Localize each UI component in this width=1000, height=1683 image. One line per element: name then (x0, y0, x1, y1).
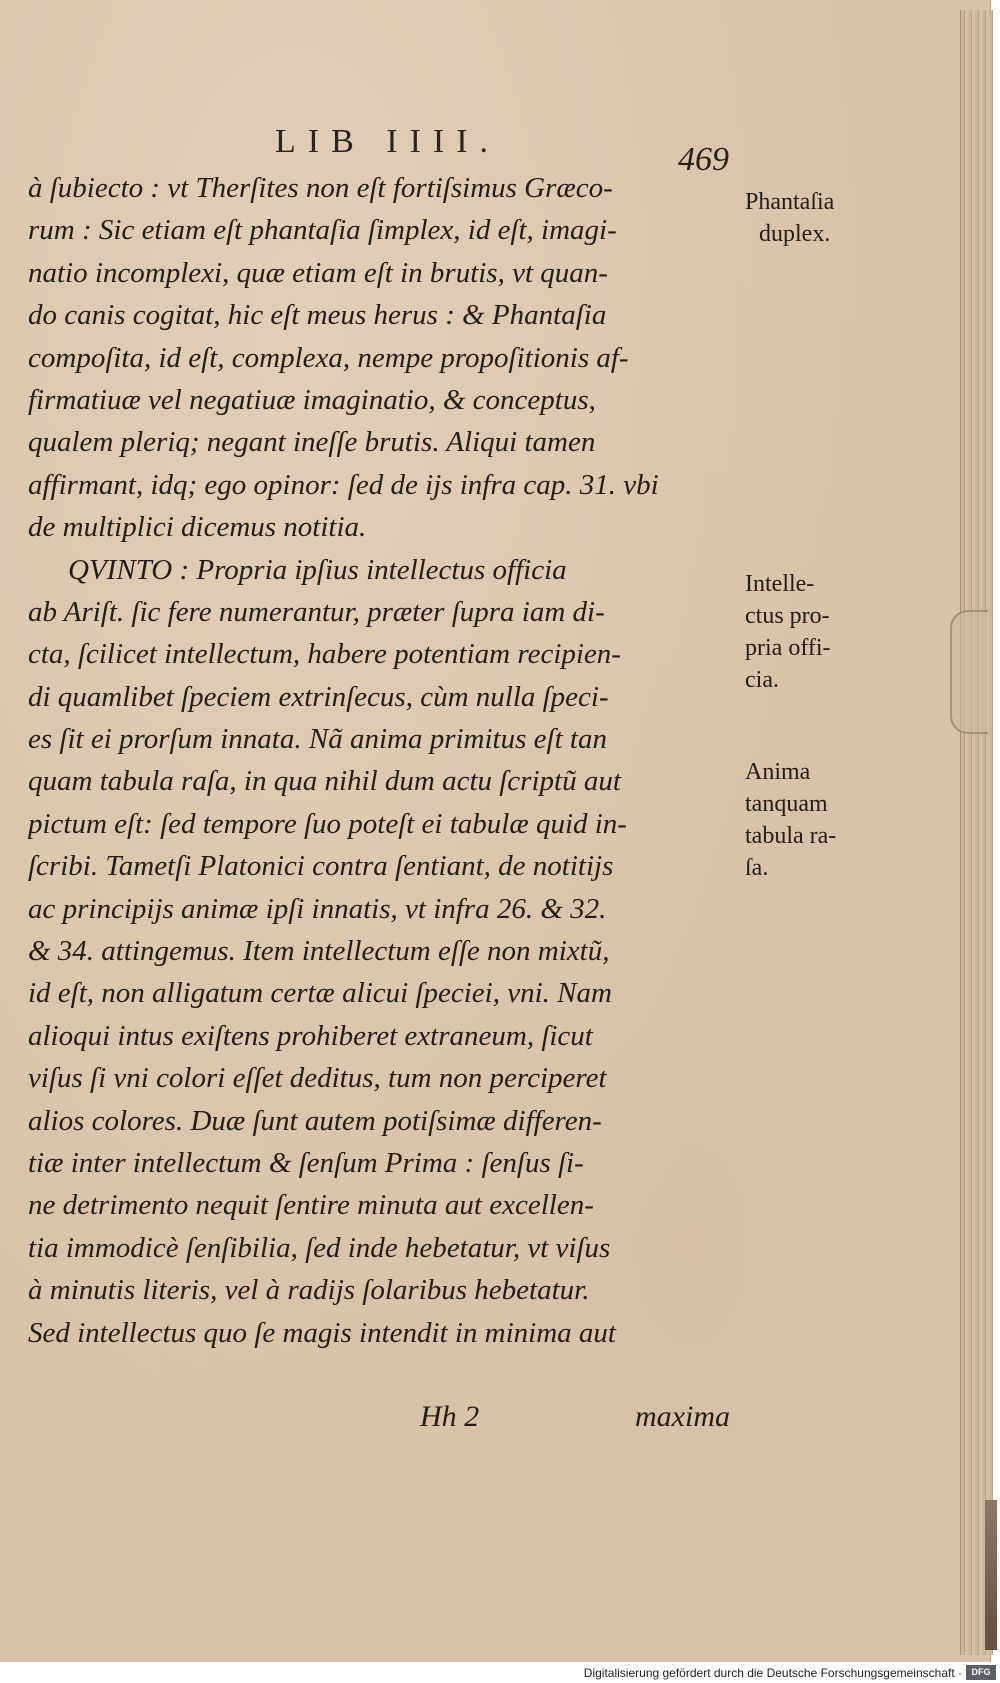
body-line: pictum eſt: ſed tempore ſuo poteſt ei tabulæ quid in- (28, 807, 627, 840)
margin-note-line: tabula ra- (745, 823, 837, 849)
catchline (420, 1397, 730, 1437)
body-line: es ſit ei prorſum innata. Nã anima primitus eſt tan (28, 723, 607, 756)
body-line: quam tabula raſa, in qua nihil dum actu ſcriptũ aut (28, 765, 621, 798)
body-line: compoſita, id eſt, complexa, nempe propoſitionis af- (28, 341, 629, 374)
body-line: qualem pleriq; negant ineſſe brutis. Aliqui tamen (28, 426, 596, 459)
body-line: alios colores. Duæ ſunt autem potiſsimæ differen- (28, 1104, 602, 1137)
margin-note-line: duplex. (759, 221, 831, 247)
footer-credit: Digitalisierung gefördert durch die Deutsche Forschungsgemeinschaft · (583, 1666, 962, 1680)
body-line: rum : Sic etiam eſt phantaſia ſimplex, id eſt, imagi- (28, 214, 617, 247)
margin-note-intellectus (745, 568, 915, 696)
body-line: firmatiuæ vel negatiuæ imaginatio, & conceptus, (28, 383, 596, 416)
body-line: à minutis literis, vel à radijs ſolaribus hebetatur. (28, 1274, 590, 1307)
margin-note-line: Intelle- (745, 571, 815, 597)
body-line: à ſubiecto : vt Therſites non eſt fortiſsimus Græco- (28, 172, 613, 204)
body-line: ſcribi. Tametſi Platonici contra ſentiant, de notitijs (28, 850, 614, 883)
margin-note-line: Anima (745, 759, 811, 785)
margin-note-line: ſa. (745, 855, 769, 881)
margin-note-line: tanquam (745, 791, 828, 817)
body-line: cta, ſcilicet intellectum, habere potentiam recipien- (28, 638, 621, 671)
body-line: ab Ariſt. ſic fere numerantur, præter ſupra iam di- (28, 595, 605, 628)
margin-note-anima (745, 756, 915, 884)
margin-note-line: ctus pro- (745, 603, 830, 629)
body-line: affirmant, idq; ego opinor: ſed de ijs infra cap. 31. vbi (28, 468, 659, 501)
running-head: LIB IIII. (275, 123, 501, 160)
signature-mark: Hh 2 (420, 1400, 480, 1433)
dfg-logo: DFG (966, 1665, 996, 1680)
body-line: de multiplici dicemus notitia. (28, 511, 367, 544)
paragraph-start-line: QVINTO : Propria ipſius intellectus officia (68, 553, 567, 586)
catchword: maxima (635, 1400, 730, 1433)
body-text (28, 167, 738, 1354)
body-line: do canis cogitat, hic eſt meus herus : & Phantaſia (28, 299, 607, 332)
body-line: Sed intellectus quo ſe magis intendit in minima aut (28, 1316, 616, 1349)
body-line: ac principijs animæ ipſi innatis, vt infra 26. & 32. (28, 892, 607, 925)
margin-note-line: pria offi- (745, 635, 831, 661)
body-line: viſus ſi vni colori eſſet deditus, tum non perciperet (28, 1062, 607, 1095)
body-line: natio incomplexi, quæ etiam eſt in brutis, vt quan- (28, 256, 608, 289)
body-line: tiæ inter intellectum & ſenſum Prima : ſenſus ſi- (28, 1146, 584, 1179)
page-edge-tab (950, 610, 988, 734)
body-line: ne detrimento nequit ſentire minuta aut excellen- (28, 1189, 594, 1222)
body-line: di quamlibet ſpeciem extrinſecus, cùm nulla ſpeci- (28, 680, 609, 713)
margin-note-phantasia (745, 186, 915, 250)
body-line: alioqui intus exiſtens prohiberet extraneum, ſicut (28, 1019, 593, 1052)
page-edge (960, 10, 993, 1655)
body-line: & 34. attingemus. Item intellectum eſſe non mixtũ, (28, 935, 610, 968)
page-edge-shadow (985, 1500, 997, 1650)
page-number: 469 (678, 141, 729, 178)
body-line: id eſt, non alligatum certæ alicui ſpeciei, vni. Nam (28, 977, 612, 1010)
body-line: tia immodicè ſenſibilia, ſed inde hebetatur, vt viſus (28, 1231, 611, 1264)
margin-note-line: Phantaſia (745, 189, 835, 215)
margin-note-line: cia. (745, 667, 779, 693)
